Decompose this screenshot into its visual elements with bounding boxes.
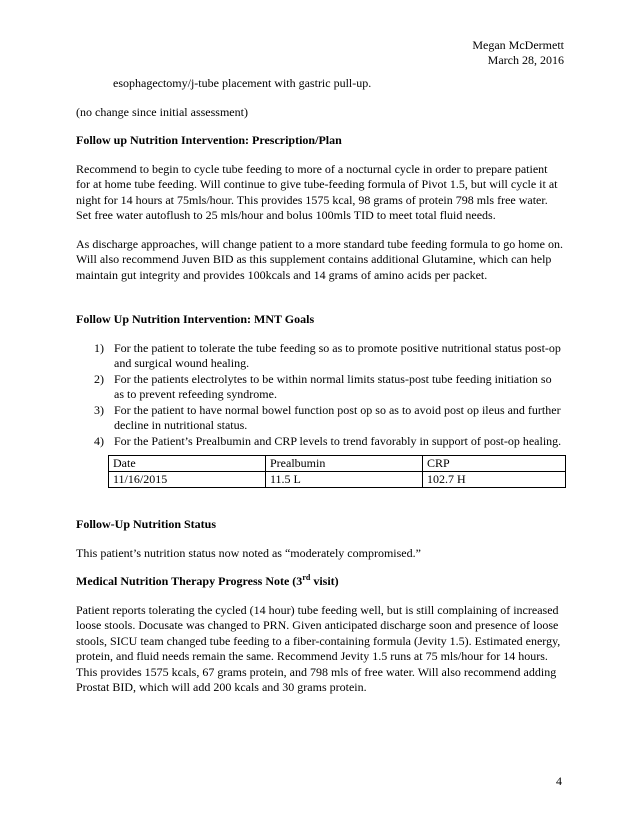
table-header-row — [109, 456, 566, 472]
table-header-cell: Prealbumin — [266, 456, 423, 472]
heading-prescription-plan: Follow up Nutrition Intervention: Prescription/Plan — [76, 133, 342, 147]
header-date: March 28, 2016 — [487, 53, 564, 67]
table-cell: 102.7 H — [423, 472, 566, 488]
list-item: 3) For the patient to have normal bowel function post op so as to avoid post op ileus and further decline in nutritional status. — [94, 402, 561, 432]
page-body — [76, 76, 564, 696]
page-header — [472, 38, 564, 68]
heading-nutrition-status: Follow-Up Nutrition Status — [76, 517, 217, 531]
lab-values-table — [108, 455, 566, 488]
page-number: 4 — [556, 774, 562, 788]
table-cell: 11.5 L — [266, 472, 423, 488]
no-change-note: (no change since initial assessment) — [76, 104, 248, 119]
list-item: 1) For the patient to tolerate the tube feeding so as to promote positive nutritional status post-op and surgical wound healing. — [94, 340, 561, 370]
table-header-cell: Date — [109, 456, 266, 472]
heading-progress-note: Medical Nutrition Therapy Progress Note (3rd visit) — [76, 573, 339, 588]
list-item: 4) For the Patient’s Prealbumin and CRP levels to trend favorably in support of post-op healing. — [94, 433, 562, 448]
heading-mnt-goals: Follow Up Nutrition Intervention: MNT Goals — [76, 312, 315, 326]
paragraph-discharge: As discharge approaches, will change patient to a more standard tube feeding formula to go home on. Will also recommend Juven BID as this supplement contains additional Glutamine, which can help maintain gut integrity and provides 100kcals and 14 grams of amino acids per packet. — [76, 236, 563, 282]
table-cell: 11/16/2015 — [109, 472, 266, 488]
status-note: This patient’s nutrition status now noted as “moderately compromised.” — [76, 545, 421, 560]
continued-line: esophagectomy/j-tube placement with gastric pull-up. — [113, 76, 372, 90]
goals-list — [76, 341, 564, 450]
table-header-cell: CRP — [423, 456, 566, 472]
author-name: Megan McDermett — [472, 38, 564, 52]
table-row — [109, 472, 566, 488]
paragraph-progress-details: Patient reports tolerating the cycled (14 hour) tube feeding well, but is still complaining of increased loose stools. Docusate was changed to PRN. Given anticipated discharge soon and presence of loose stools, SICU team changed tube feeding to a fiber-containing formula (Jevity 1.5). Estimated energy, protein, and fluid needs remain the same. Recommend Jevity 1.5 runs at 75 mls/hour for 14 hours. This provides 1575 kcals, 67 grams protein, and 798 mls of free water. Will also recommend adding Prostat BID, which will add 200 kcals and 30 grams protein. — [76, 602, 561, 694]
list-item: 2) For the patients electrolytes to be within normal limits status-post tube feeding initiation so as to prevent refeeding syndrome. — [94, 371, 552, 401]
paragraph-recommend-cycle: Recommend to begin to cycle tube feeding to more of a nocturnal cycle in order to prepare patient for at home tube feeding. Will continue to give tube-feeding formula of Pivot 1.5, but will cycle it at night for 14 hours at 75mls/hour. This provides 1575 kcal, 98 grams of protein 798 mls free water. Set free water autoflush to 25 mls/hour and bolus 100mls TID to meet total fluid needs. — [76, 161, 558, 222]
